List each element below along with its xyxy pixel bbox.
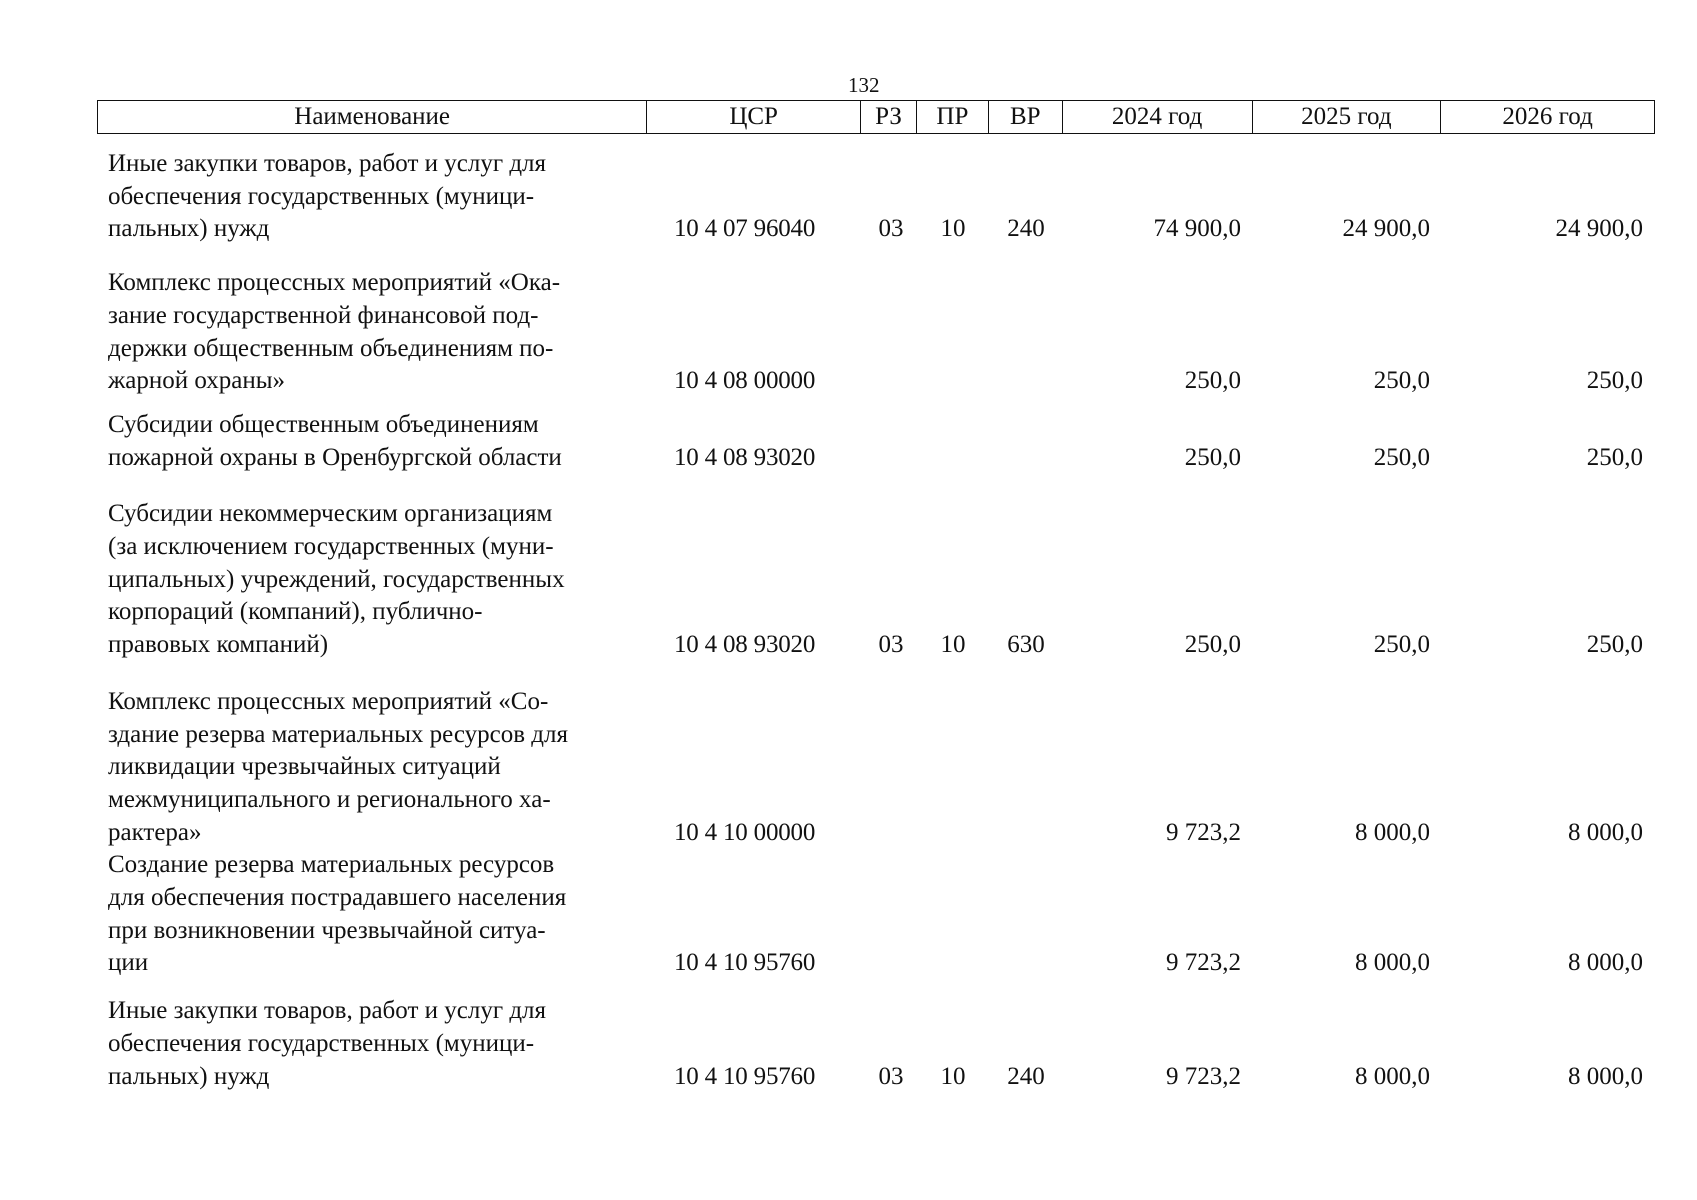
row-2026: 250,0 — [1586, 631, 1643, 659]
row-2025: 250,0 — [1373, 443, 1430, 471]
row-2025: 8 000,0 — [1355, 949, 1430, 977]
row-csr: 10 4 08 93020 — [674, 631, 816, 659]
table-row — [97, 498, 1655, 662]
row-2026: 8 000,0 — [1568, 949, 1643, 977]
row-2024: 9 723,2 — [1166, 1062, 1241, 1090]
row-name: Иные закупки товаров, работ и услуг для обеспечения государственных (муници- пальных) нужд — [108, 150, 547, 243]
row-2025: 8 000,0 — [1355, 1062, 1430, 1090]
row-2024: 9 723,2 — [1166, 818, 1241, 846]
row-2024: 74 900,0 — [1153, 215, 1241, 243]
table-row — [97, 995, 1655, 1093]
row-name: Иные закупки товаров, работ и услуг для обеспечения государственных (муници- пальных) нужд — [108, 997, 547, 1090]
row-csr: 10 4 10 95760 — [674, 1062, 816, 1090]
header-2025: 2025 год — [1253, 101, 1442, 133]
table-body — [97, 148, 1655, 1093]
table-row — [97, 267, 1655, 398]
table-row — [97, 849, 1655, 980]
header-pr: ПР — [917, 101, 989, 133]
row-rz: 03 — [878, 1062, 904, 1090]
row-name: Комплекс процессных мероприятий «Ока- зание государственной финансовой под- держки общественным объединениям по- жарной охраны» — [108, 269, 561, 395]
row-csr: 10 4 10 00000 — [674, 818, 816, 846]
header-csr: ЦСР — [647, 101, 861, 133]
row-2026: 24 900,0 — [1555, 215, 1643, 243]
page-number: 132 — [848, 73, 880, 97]
table-row — [97, 409, 1655, 474]
header-name: Наименование — [98, 101, 647, 133]
row-2025: 250,0 — [1373, 367, 1430, 395]
row-2025: 8 000,0 — [1355, 818, 1430, 846]
row-2025: 250,0 — [1373, 631, 1430, 659]
row-csr: 10 4 10 95760 — [674, 949, 816, 977]
row-rz: 03 — [878, 215, 904, 243]
row-2026: 250,0 — [1586, 367, 1643, 395]
row-csr: 10 4 07 96040 — [674, 215, 816, 243]
row-pr: 10 — [940, 631, 966, 659]
header-2024: 2024 год — [1063, 101, 1253, 133]
row-name: Субсидии общественным объединениям пожарной охраны в Оренбургской области — [108, 410, 562, 471]
row-vr: 240 — [1007, 215, 1045, 243]
row-pr: 10 — [940, 215, 966, 243]
table-row — [97, 148, 1655, 246]
header-vr: ВР — [989, 101, 1063, 133]
row-rz: 03 — [878, 631, 904, 659]
header-2026: 2026 год — [1502, 103, 1593, 130]
row-2026: 8 000,0 — [1568, 1062, 1643, 1090]
table-row — [97, 686, 1655, 850]
row-2026: 250,0 — [1586, 443, 1643, 471]
row-2026: 8 000,0 — [1568, 818, 1643, 846]
row-2025: 24 900,0 — [1342, 215, 1430, 243]
row-vr: 240 — [1007, 1062, 1045, 1090]
row-csr: 10 4 08 00000 — [674, 367, 816, 395]
row-2024: 250,0 — [1184, 367, 1241, 395]
row-vr: 630 — [1007, 631, 1045, 659]
row-csr: 10 4 08 93020 — [674, 443, 816, 471]
row-name: Создание резерва материальных ресурсов для обеспечения пострадавшего населения при возникновении чрезвычайной ситуа- ции — [108, 851, 567, 977]
header-rz: РЗ — [861, 101, 917, 133]
row-2024: 250,0 — [1184, 443, 1241, 471]
row-2024: 9 723,2 — [1166, 949, 1241, 977]
table-header — [97, 100, 1655, 134]
row-pr: 10 — [940, 1062, 966, 1090]
row-name: Субсидии некоммерческим организациям (за исключением государственных (муни- ципальных) учреждений, государственных корпораций (компаний), публично- правовых компаний) — [108, 500, 565, 659]
row-2024: 250,0 — [1184, 631, 1241, 659]
row-name: Комплекс процессных мероприятий «Со- здание резерва материальных ресурсов для ликвидации чрезвычайных ситуаций межмуниципального и регионального ха- рактера» — [108, 687, 568, 846]
